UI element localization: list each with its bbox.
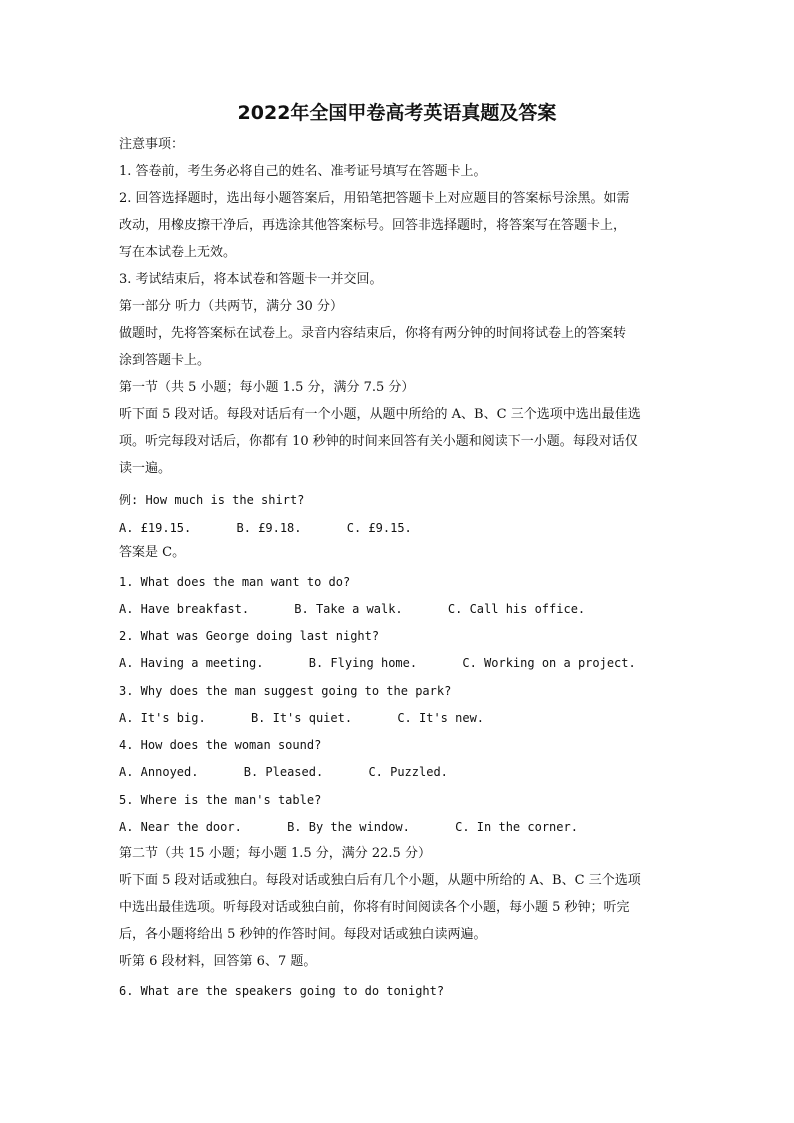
question-5-option-c: C. In the corner.: [455, 820, 578, 834]
section2-intro-line-2: 中选出最佳选项。听每段对话或独白前，你将有时间阅读各个小题，每小题 5 秒钟；听完: [119, 900, 630, 915]
question-3-option-c: C. It's new.: [397, 711, 485, 725]
example-option-a: A. £19.15.: [119, 521, 192, 535]
question-2-options: [119, 653, 674, 673]
question-3-option-a: A. It's big.: [119, 711, 206, 725]
example-options: [119, 518, 450, 538]
question-3-options: [119, 708, 522, 728]
notice-item-2-line-1: 2. 回答选择题时，选出每小题答案后，用铅笔把答题卡上对应题目的答案标号涂黑。如需: [119, 191, 630, 206]
section2-heading: 第二节（共 15 小题；每小题 1.5 分，满分 22.5 分）: [119, 846, 431, 861]
material-6-instruction: 听第 6 段材料，回答第 6、7 题。: [119, 954, 317, 969]
notice-heading: 注意事项：: [119, 137, 185, 152]
question-4-option-a: A. Annoyed.: [119, 765, 199, 779]
part1-heading: 第一部分 听力（共两节，满分 30 分）: [119, 299, 343, 314]
question-6: 6. What are the speakers going to do tonight?: [119, 984, 445, 998]
question-5-option-a: A. Near the door.: [119, 820, 242, 834]
question-3-option-b: B. It's quiet.: [250, 711, 353, 725]
section1-intro-line-3: 读一遍。: [119, 461, 172, 476]
notice-item-2-line-2: 改动，用橡皮擦干净后，再选涂其他答案标号。回答非选择题时，将答案写在答题卡上，: [119, 218, 627, 233]
section2-intro-line-3: 后，各小题将给出 5 秒钟的作答时间。每段对话或独白读两遍。: [119, 927, 487, 942]
question-5-option-b: B. By the window.: [287, 820, 410, 834]
question-5: 5. Where is the man's table?: [119, 793, 322, 807]
section1-intro-line-2: 项。听完每段对话后，你都有 10 秒钟的时间来回答有关小题和阅读下一小题。每段对话仅: [119, 434, 638, 449]
question-4-option-b: B. Pleased.: [243, 765, 324, 779]
example-option-b: B. £9.18.: [236, 521, 302, 535]
question-5-options: [119, 817, 616, 837]
question-4-option-c: C. Puzzled.: [368, 765, 448, 779]
question-2-option-a: A. Having a meeting.: [119, 656, 264, 670]
question-1-options: [119, 599, 623, 619]
example-answer: 答案是 C。: [119, 545, 186, 560]
part1-intro-line-1: 做题时，先将答案标在试卷上。录音内容结束后，你将有两分钟的时间将试卷上的答案转: [119, 326, 627, 341]
question-1-option-b: B. Take a walk.: [294, 602, 403, 616]
part1-intro-line-2: 涂到答题卡上。: [119, 353, 211, 368]
question-1-option-a: A. Have breakfast.: [119, 602, 250, 616]
notice-item-1: 1. 答卷前，考生务必将自己的姓名、准考证号填写在答题卡上。: [119, 164, 487, 179]
question-2: 2. What was George doing last night?: [119, 629, 380, 643]
question-3: 3. Why does the man suggest going to the park?: [119, 684, 452, 698]
question-2-option-c: C. Working on a project.: [462, 656, 636, 670]
notice-item-2-line-3: 写在本试卷上无效。: [119, 245, 237, 260]
section2-intro-line-1: 听下面 5 段对话或独白。每段对话或独白后有几个小题，从题中所给的 A、B、C 三个选项: [119, 873, 641, 888]
section1-heading: 第一节（共 5 小题；每小题 1.5 分，满分 7.5 分）: [119, 380, 415, 395]
question-2-option-b: B. Flying home.: [308, 656, 418, 670]
question-4: 4. How does the woman sound?: [119, 738, 322, 752]
notice-item-3: 3. 考试结束后，将本试卷和答题卡一并交回。: [119, 272, 383, 287]
question-1: 1. What does the man want to do?: [119, 575, 351, 589]
question-1-option-c: C. Call his office.: [447, 602, 586, 616]
page-title: 2022年全国甲卷高考英语真题及答案: [237, 102, 557, 124]
example-question: 例: How much is the shirt?: [119, 493, 305, 507]
section1-intro-line-1: 听下面 5 段对话。每段对话后有一个小题，从题中所给的 A、B、C 三个选项中选出最佳选: [119, 407, 641, 422]
example-option-c: C. £9.15.: [346, 521, 412, 535]
question-4-options: [119, 762, 486, 782]
